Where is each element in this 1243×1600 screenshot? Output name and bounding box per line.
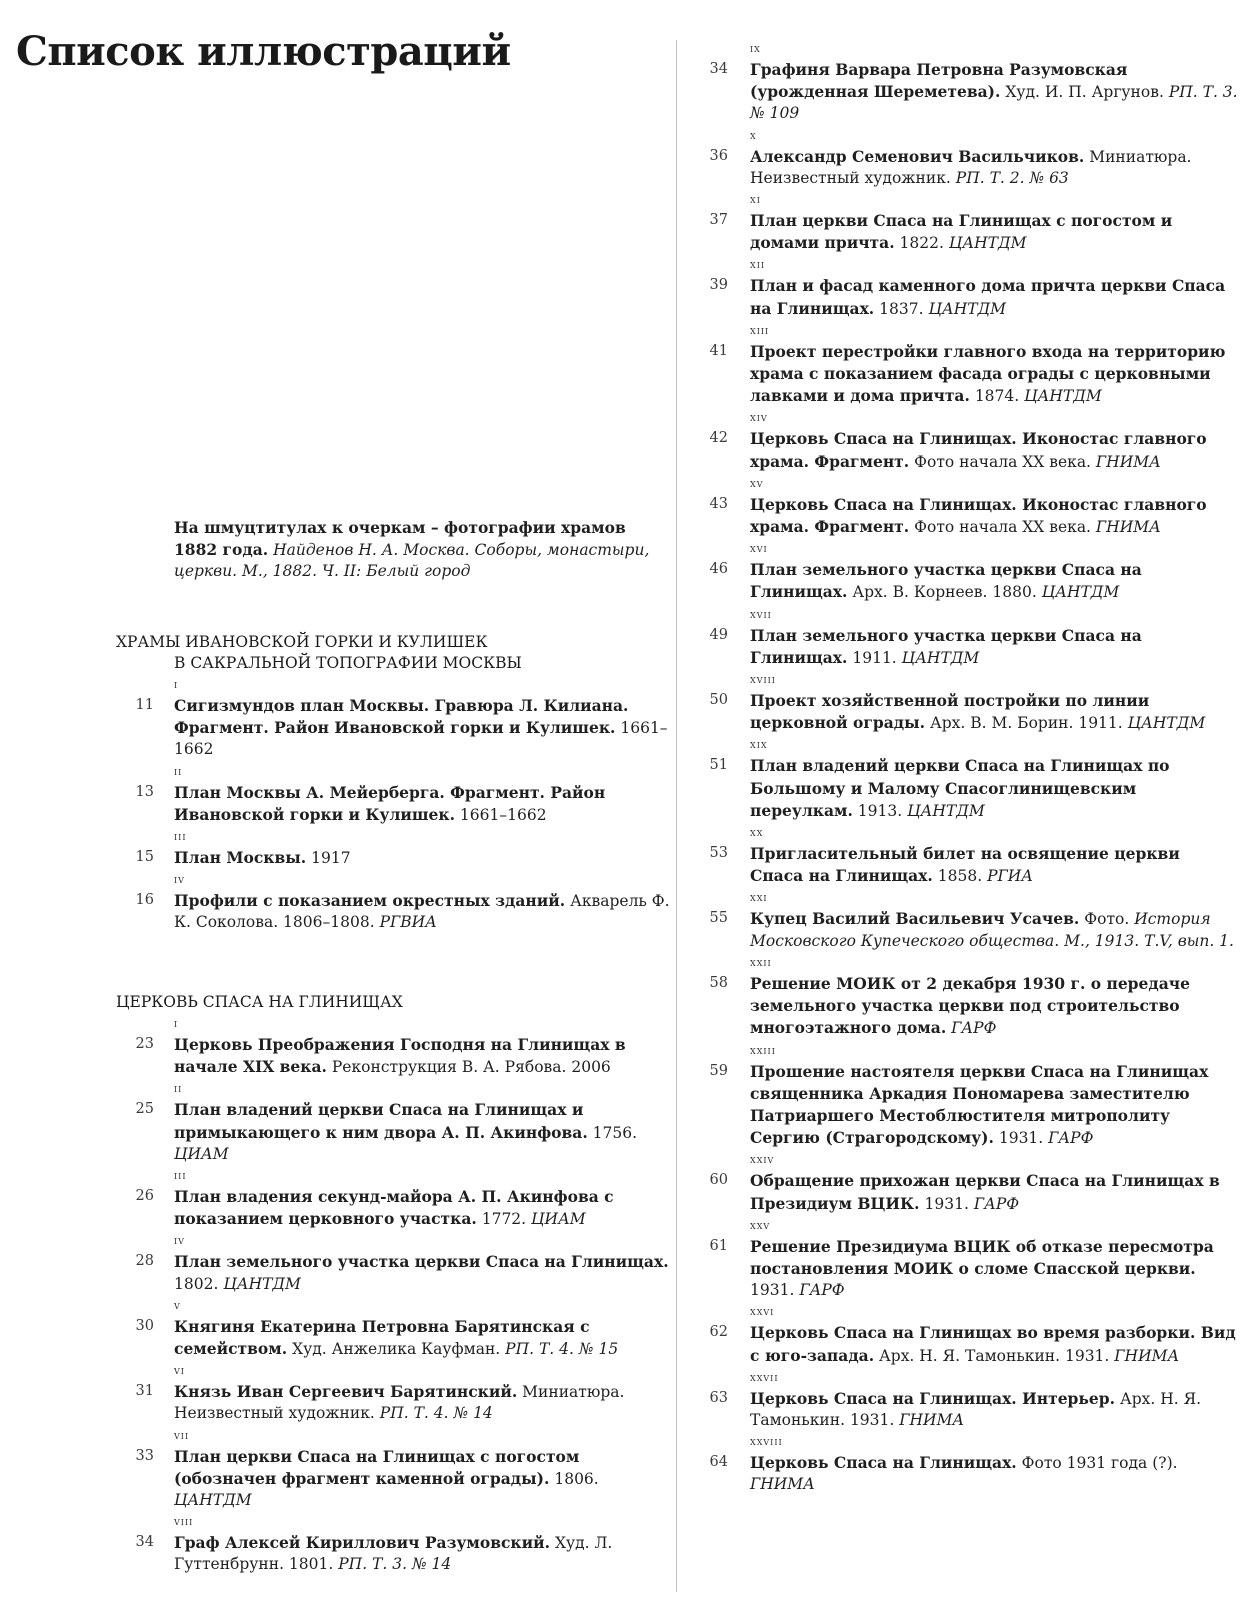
- figure-roman-numeral: v: [174, 1297, 181, 1312]
- caption-title: Церковь Спаса на Глинищах. Интерьер.: [750, 1388, 1116, 1408]
- page-number: 46: [709, 561, 728, 578]
- caption-credit: Фото.: [1084, 910, 1130, 929]
- caption-title: План владений церкви Спаса на Глинищах по Большому и Малому Спасоглинищевским переулкам.: [750, 756, 1170, 820]
- caption-source: ГАРФ: [1048, 1129, 1094, 1148]
- caption-source: ЦИАМ: [531, 1210, 586, 1229]
- caption-credit: Реконструкция В. А. Рябова. 2006: [331, 1058, 611, 1077]
- caption-text: [750, 1322, 1238, 1366]
- caption-text: [750, 59, 1238, 125]
- caption-credit: Худ. И. П. Аргунов.: [1005, 83, 1164, 102]
- figure-roman-numeral: iii: [174, 1168, 187, 1183]
- caption-credit: 1822.: [899, 234, 944, 253]
- section2-right-list: [700, 38, 1238, 1496]
- caption-text: [174, 890, 672, 933]
- figure-roman-numeral: iv: [174, 1233, 185, 1248]
- page-number: 16: [135, 892, 154, 909]
- caption-text: [750, 146, 1238, 189]
- caption-text: [750, 843, 1238, 887]
- list-item: [700, 210, 1238, 254]
- caption-text: [174, 1381, 672, 1424]
- page-number: 64: [709, 1454, 728, 1471]
- list-item: [700, 1452, 1238, 1495]
- page-number: 62: [709, 1324, 728, 1341]
- caption-credit: 1661–1662: [174, 719, 668, 759]
- caption-source: ЦАНТДМ: [1041, 583, 1120, 602]
- section-heading-line: ЦЕРКОВЬ СПАСА НА ГЛИНИЩАХ: [116, 993, 403, 1011]
- page-number: 60: [709, 1172, 728, 1189]
- list-item: [700, 755, 1238, 822]
- list-item: [124, 847, 672, 869]
- figure-roman-numeral: xx: [750, 825, 764, 840]
- figure-roman-numeral: viii: [174, 1514, 194, 1529]
- intro-italic: Найденов Н. А. Москва. Соборы, монастыри, церкви. М., 1882. Ч. II: Белый город: [174, 541, 650, 580]
- figure-roman-numeral: xxi: [750, 890, 768, 905]
- caption-credit: 1911.: [852, 648, 897, 667]
- section1-list: [124, 674, 672, 934]
- page-number: 11: [135, 697, 154, 713]
- caption-credit: Фото начала XX века.: [914, 452, 1091, 471]
- caption-source: РГИА: [987, 867, 1034, 886]
- figure-roman-numeral: xii: [750, 257, 766, 272]
- caption-credit: 1772.: [481, 1210, 527, 1229]
- figure-roman-numeral: iii: [174, 829, 187, 844]
- caption-text: [174, 1251, 672, 1294]
- page-number: 23: [135, 1036, 154, 1052]
- list-item: [700, 494, 1238, 538]
- figure-roman-numeral: ii: [174, 763, 183, 778]
- figure-roman-numeral: ix: [750, 41, 761, 55]
- list-item: [700, 1236, 1238, 1302]
- figure-roman-numeral: xix: [750, 737, 768, 752]
- list-item: [700, 973, 1238, 1040]
- caption-text: [750, 1061, 1238, 1150]
- caption-text: [174, 1446, 672, 1512]
- caption-text: [750, 494, 1238, 538]
- caption-title: Графиня Варвара Петровна Разумовская (урожденная Шереметева).: [750, 60, 1128, 102]
- page-number: 34: [709, 61, 728, 77]
- figure-roman-numeral: xv: [750, 475, 764, 490]
- caption-source: РП. Т. 3. № 14: [338, 1555, 452, 1574]
- caption-title: План и фасад каменного дома причта церкви Спаса на Глинищах.: [750, 276, 1226, 318]
- list-item: [124, 1446, 672, 1512]
- figure-roman-numeral: xviii: [750, 672, 776, 687]
- caption-credit: Арх. В. Корнеев. 1880.: [852, 583, 1037, 602]
- caption-title: План владения секунд-майора А. П. Акинфова с показанием церковного участка.: [174, 1187, 614, 1229]
- page-number: 51: [709, 757, 728, 774]
- caption-credit: 1837.: [879, 299, 924, 318]
- list-item: [700, 146, 1238, 189]
- caption-text: [174, 1316, 672, 1360]
- caption-credit: Акварель Ф. К. Соколова. 1806–1808.: [174, 892, 670, 932]
- page-number: 59: [709, 1062, 728, 1079]
- list-item: [700, 341, 1238, 408]
- caption-title: Обращение прихожан церкви Спаса на Глинищах в Президиум ВЦИК.: [750, 1171, 1220, 1213]
- caption-title: Княгиня Екатерина Петровна Барятинская с семейством.: [174, 1316, 590, 1359]
- figure-roman-numeral: vi: [174, 1363, 185, 1378]
- caption-text: [750, 625, 1238, 669]
- caption-text: [174, 782, 672, 826]
- caption-source: РП. Т. 3. № 109: [750, 83, 1238, 123]
- caption-source: ЦАНТДМ: [1024, 387, 1102, 406]
- caption-credit: 1661–1662: [459, 805, 547, 824]
- caption-source: РГВИА: [379, 913, 437, 932]
- caption-source: ЦАНТДМ: [901, 648, 980, 667]
- caption-credit: 1858.: [937, 867, 983, 886]
- figure-roman-numeral: xxvii: [750, 1369, 779, 1384]
- list-item: [124, 782, 672, 826]
- caption-credit: Арх. Н. Я. Тамонькин. 1931.: [750, 1389, 1202, 1429]
- caption-source: ЦАНТДМ: [223, 1274, 301, 1293]
- caption-text: [750, 973, 1238, 1040]
- list-item: [700, 908, 1238, 951]
- column-divider: [676, 40, 677, 1592]
- caption-credit: Фото 1931 года (?).: [1021, 1454, 1178, 1473]
- caption-title: План Москвы А. Мейерберга. Фрагмент. Район Ивановской горки и Кулишек.: [174, 782, 606, 824]
- caption-source: ГНИМА: [1095, 452, 1161, 471]
- caption-text: [750, 428, 1238, 472]
- caption-credit: Фото начала XX века.: [914, 518, 1091, 537]
- page-number: 36: [709, 147, 728, 164]
- page-number: 13: [135, 783, 154, 800]
- caption-credit: 1913.: [857, 801, 903, 820]
- page-number: 53: [709, 845, 728, 862]
- caption-text: [750, 275, 1238, 319]
- caption-title: Церковь Спаса на Глинищах. Иконостас главного храма. Фрагмент.: [750, 494, 1207, 537]
- caption-text: [750, 341, 1238, 408]
- caption-source: ГНИМА: [899, 1410, 965, 1429]
- figure-roman-numeral: i: [174, 1016, 179, 1030]
- caption-source: ЦАНТДМ: [928, 299, 1007, 318]
- caption-credit: Миниатюра. Неизвестный художник.: [174, 1383, 625, 1423]
- caption-text: [750, 210, 1238, 254]
- caption-title: Проект хозяйственной постройки по линии церковной ограды.: [750, 691, 1150, 733]
- caption-text: [750, 1388, 1238, 1431]
- section-heading-ivanovskaya: [116, 632, 646, 674]
- caption-source: РП. Т. 2. № 63: [955, 168, 1069, 187]
- list-item: [124, 695, 672, 761]
- caption-text: [750, 690, 1238, 734]
- caption-title: Церковь Спаса на Глинищах.: [750, 1453, 1017, 1473]
- list-item: [700, 625, 1238, 669]
- caption-text: [750, 559, 1238, 603]
- caption-title: Сигизмундов план Москвы. Гравюра Л. Килиана. Фрагмент. Район Ивановской горки и Кулишек.: [174, 696, 629, 738]
- caption-credit: 1806.: [554, 1469, 599, 1488]
- caption-credit: 1917: [311, 849, 351, 868]
- list-item: [124, 1099, 672, 1165]
- figure-roman-numeral: xxiv: [750, 1152, 775, 1167]
- page-number: 30: [135, 1317, 154, 1334]
- page-number: 34: [135, 1534, 154, 1551]
- caption-credit: 1802.: [174, 1274, 219, 1293]
- caption-text: [174, 1099, 672, 1165]
- caption-text: [174, 847, 672, 869]
- caption-credit: Арх. В. М. Борин. 1911.: [929, 714, 1123, 733]
- caption-credit: 1756.: [592, 1123, 638, 1142]
- page-number: 55: [709, 910, 728, 927]
- caption-title: План земельного участка церкви Спаса на Глинищах.: [174, 1252, 669, 1272]
- page-number: 31: [135, 1383, 154, 1400]
- caption-source: ГАРФ: [799, 1281, 845, 1300]
- caption-text: [750, 1452, 1238, 1495]
- figure-roman-numeral: xiii: [750, 322, 770, 337]
- caption-source: ГАРФ: [973, 1194, 1020, 1213]
- caption-text: [174, 695, 672, 761]
- list-item: [700, 1170, 1238, 1214]
- caption-source: ГНИМА: [750, 1475, 815, 1494]
- page-number: 15: [135, 849, 154, 866]
- caption-title: Церковь Спаса на Глинищах. Иконостас главного храма. Фрагмент.: [750, 429, 1207, 471]
- list-item: [700, 843, 1238, 887]
- caption-source: ЦАНТДМ: [948, 234, 1027, 253]
- page-number: 39: [709, 277, 728, 294]
- caption-title: Проект перестройки главного входа на территорию храма с показанием фасада ограды с церковными лавками и дома причта.: [750, 341, 1226, 406]
- caption-credit: Худ. Л. Гуттенбрунн. 1801.: [174, 1534, 613, 1574]
- caption-title: Решение Президиума ВЦИК об отказе пересмотра постановления МОИК о сломе Спасской церкви.: [750, 1236, 1214, 1278]
- page-number: 28: [135, 1253, 154, 1270]
- figure-roman-numeral: xvi: [750, 541, 768, 556]
- caption-title: План владений церкви Спаса на Глинищах и примыкающего к ним двора А. П. Акинфова.: [174, 1100, 588, 1142]
- caption-title: Купец Василий Васильевич Усачев.: [750, 909, 1080, 929]
- page-number: 50: [709, 692, 728, 709]
- page-number: 61: [709, 1237, 728, 1254]
- list-item: [124, 1381, 672, 1424]
- caption-text: [174, 1186, 672, 1230]
- caption-source: ГАРФ: [951, 1019, 997, 1038]
- list-item: [700, 1322, 1238, 1366]
- caption-source: ЦИАМ: [174, 1144, 229, 1163]
- caption-credit: Миниатюра. Неизвестный художник.: [750, 147, 1192, 187]
- caption-source: ЦАНТДМ: [174, 1491, 252, 1510]
- list-item: [700, 1388, 1238, 1431]
- figure-roman-numeral: xi: [750, 192, 761, 207]
- caption-text: [174, 1532, 672, 1575]
- figure-roman-numeral: xxv: [750, 1217, 771, 1232]
- list-item: [700, 59, 1238, 125]
- caption-credit: 1931.: [924, 1194, 969, 1213]
- list-item: [124, 1532, 672, 1575]
- page-number: 37: [709, 212, 728, 229]
- figure-roman-numeral: xvii: [750, 606, 772, 621]
- caption-text: [750, 755, 1238, 822]
- caption-credit: Худ. Анжелика Кауфман.: [292, 1340, 501, 1359]
- caption-credit: Арх. Н. Я. Тамонькин. 1931.: [879, 1346, 1110, 1365]
- caption-source: ЦАНТДМ: [907, 801, 985, 820]
- page-number: 26: [135, 1188, 154, 1205]
- section2-left-list: [124, 1013, 672, 1576]
- caption-source: ЦАНТДМ: [1127, 714, 1206, 733]
- figure-roman-numeral: xxii: [750, 954, 772, 969]
- page-number: 41: [709, 342, 728, 359]
- caption-title: Прошение настоятеля церкви Спаса на Глинищах священника Аркадия Пономарева заместителю Патриаршего Местоблюстителя митрополиту Сергию (Страгородскому).: [750, 1061, 1209, 1148]
- caption-title: План земельного участка церкви Спаса на Глинищах.: [750, 560, 1142, 602]
- caption-text: [750, 1236, 1238, 1302]
- caption-title: Князь Иван Сергеевич Барятинский.: [174, 1382, 518, 1402]
- page-number: 42: [709, 430, 728, 447]
- page-number: 43: [709, 495, 728, 512]
- list-item: [700, 559, 1238, 603]
- caption-source: РП. Т. 4. № 15: [505, 1340, 619, 1359]
- figure-roman-numeral: xxiii: [750, 1042, 776, 1057]
- list-item: [700, 690, 1238, 734]
- caption-title: Профили с показанием окрестных зданий.: [174, 891, 566, 911]
- caption-text: [174, 1034, 672, 1078]
- list-item: [700, 275, 1238, 319]
- caption-source: История Московского Купеческого общества. М., 1913. Т.V, вып. 1.: [750, 910, 1234, 950]
- page-title: Список иллюстраций: [16, 28, 511, 75]
- figure-roman-numeral: ii: [174, 1081, 183, 1096]
- figure-roman-numeral: iv: [174, 872, 185, 887]
- caption-text: [750, 1170, 1238, 1214]
- caption-source: РП. Т. 4. № 14: [379, 1404, 493, 1423]
- caption-title: Решение МОИК от 2 декабря 1930 г. о передаче земельного участка церкви под строительство многоэтажного дома.: [750, 973, 1190, 1038]
- caption-source: ГНИМА: [1114, 1346, 1180, 1365]
- figure-roman-numeral: vii: [174, 1427, 190, 1442]
- figure-roman-numeral: xiv: [750, 410, 768, 425]
- section-heading-line: ХРАМЫ ИВАНОВСКОЙ ГОРКИ И КУЛИШЕК: [116, 633, 488, 651]
- caption-credit: 1931.: [750, 1281, 795, 1300]
- list-item: [124, 1034, 672, 1078]
- page-number: 33: [135, 1447, 154, 1464]
- section-heading-spasa: [116, 992, 646, 1013]
- list-item: [124, 1316, 672, 1360]
- caption-title: Граф Алексей Кириллович Разумовский.: [174, 1533, 550, 1553]
- page-number: 63: [709, 1389, 728, 1406]
- caption-title: Церковь Преображения Господня на Глинищах в начале XIX века.: [174, 1035, 626, 1077]
- intro-bold: На шмуцтитулах к очеркам – фотографии храмов 1882 года.: [174, 518, 626, 559]
- figure-roman-numeral: x: [750, 127, 757, 142]
- section-heading-line: В САКРАЛЬНОЙ ТОПОГРАФИИ МОСКВЫ: [174, 654, 522, 672]
- page-number: 58: [709, 974, 728, 991]
- caption-text: [750, 908, 1238, 951]
- intro-note: [174, 517, 668, 582]
- list-item: [124, 1186, 672, 1230]
- figure-roman-numeral: xxvi: [750, 1304, 775, 1319]
- caption-title: План земельного участка церкви Спаса на Глинищах.: [750, 625, 1142, 667]
- caption-title: Церковь Спаса на Глинищах во время разборки. Вид с юго-запада.: [750, 1323, 1236, 1365]
- figure-roman-numeral: i: [174, 677, 179, 691]
- list-item: [124, 890, 672, 933]
- caption-credit: 1874.: [974, 387, 1020, 406]
- caption-title: Пригласительный билет на освящение церкви Спаса на Глинищах.: [750, 844, 1180, 886]
- caption-title: Александр Семенович Васильчиков.: [750, 146, 1085, 166]
- caption-source: ГНИМА: [1095, 518, 1161, 537]
- caption-title: План церкви Спаса на Глинищах с погостом (обозначен фрагмент каменной ограды).: [174, 1446, 580, 1488]
- caption-credit: 1931.: [998, 1129, 1044, 1148]
- list-item: [124, 1251, 672, 1294]
- caption-title: План Москвы.: [174, 848, 307, 868]
- caption-title: План церкви Спаса на Глинищах с погостом и домами причта.: [750, 211, 1173, 253]
- list-item: [700, 428, 1238, 472]
- page-number: 25: [135, 1101, 154, 1118]
- page-number: 49: [709, 626, 728, 643]
- figure-roman-numeral: xxviii: [750, 1434, 783, 1449]
- list-item: [700, 1061, 1238, 1150]
